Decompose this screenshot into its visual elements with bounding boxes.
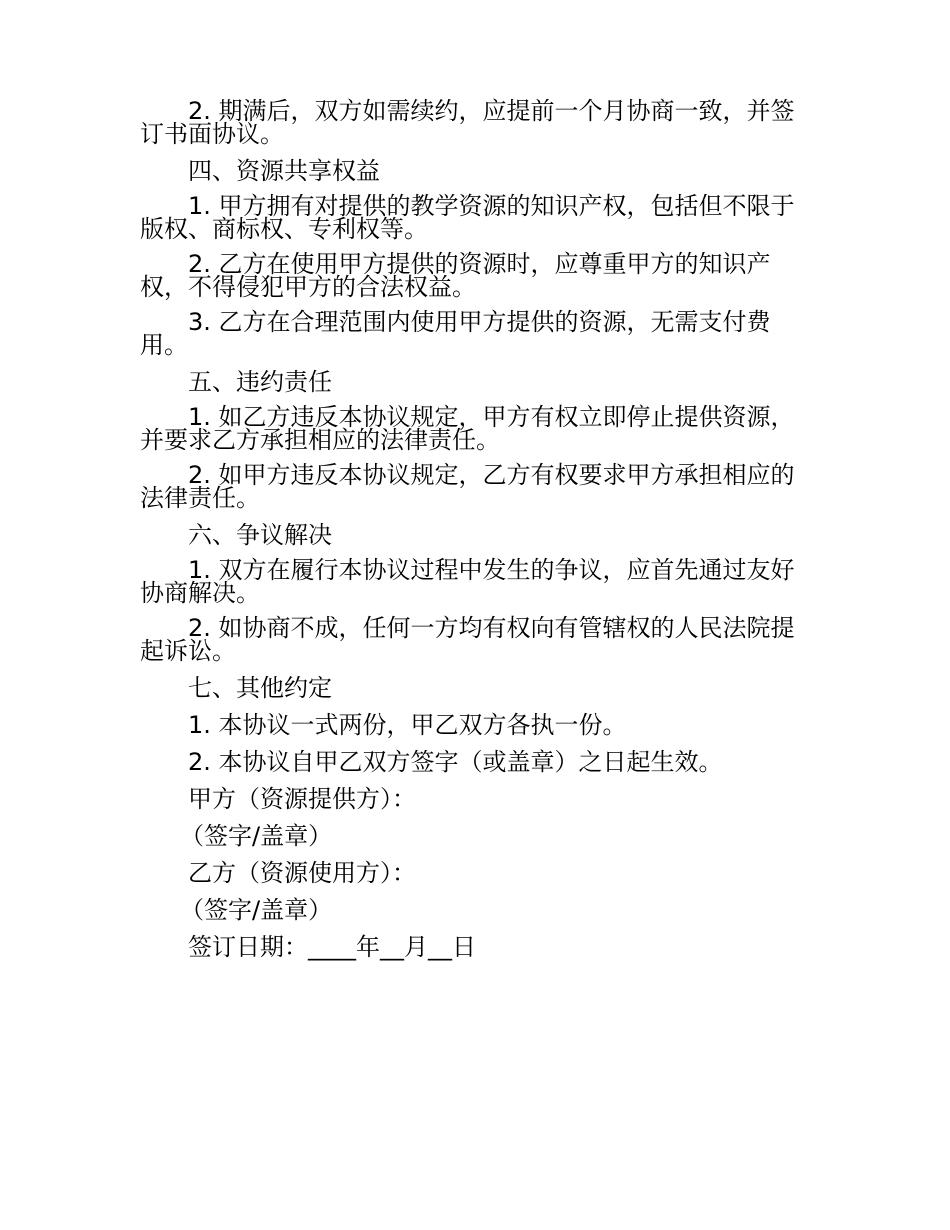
clause-litigation: 2. 如协商不成，任何一方均有权向有管辖权的人民法院提起诉讼。 bbox=[140, 614, 795, 665]
clause-negotiation: 1. 双方在履行本协议过程中发生的争议，应首先通过友好协商解决。 bbox=[140, 556, 795, 607]
party-b-signature: （签字/盖章） bbox=[180, 896, 333, 924]
clause-renewal: 2. 期满后，双方如需续约，应提前一个月协商一致，并签订书面协议。 bbox=[140, 97, 795, 148]
clause-respect-ip: 2. 乙方在使用甲方提供的资源时，应尊重甲方的知识产权，不得侵犯甲方的合法权益。 bbox=[140, 250, 771, 301]
section-heading-resource-rights: 四、资源共享权益 bbox=[188, 157, 380, 185]
section-heading-dispute: 六、争议解决 bbox=[188, 521, 332, 549]
party-a-signature: （签字/盖章） bbox=[180, 822, 333, 850]
clause-copies: 1. 本协议一式两份，甲乙双方各执一份。 bbox=[188, 711, 627, 739]
party-a-label: 甲方（资源提供方）： bbox=[188, 785, 416, 813]
clause-effective: 2. 本协议自甲乙双方签字（或盖章）之日起生效。 bbox=[188, 748, 723, 776]
section-heading-breach: 五、违约责任 bbox=[188, 368, 332, 396]
clause-ip-ownership: 1. 甲方拥有对提供的教学资源的知识产权，包括但不限于版权、商标权、专利权等。 bbox=[140, 192, 795, 243]
signing-date: 签订日期：____年__月__日 bbox=[188, 933, 476, 961]
document-page bbox=[140, 97, 812, 971]
section-heading-other: 七、其他约定 bbox=[188, 674, 332, 702]
party-b-label: 乙方（资源使用方）： bbox=[188, 859, 416, 887]
clause-no-fee: 3. 乙方在合理范围内使用甲方提供的资源，无需支付费用。 bbox=[140, 308, 771, 359]
clause-breach-party-a: 2. 如甲方违反本协议规定，乙方有权要求甲方承担相应的法律责任。 bbox=[140, 461, 795, 512]
clause-breach-party-b: 1. 如乙方违反本协议规定，甲方有权立即停止提供资源，并要求乙方承担相应的法律责任。 bbox=[140, 403, 795, 454]
